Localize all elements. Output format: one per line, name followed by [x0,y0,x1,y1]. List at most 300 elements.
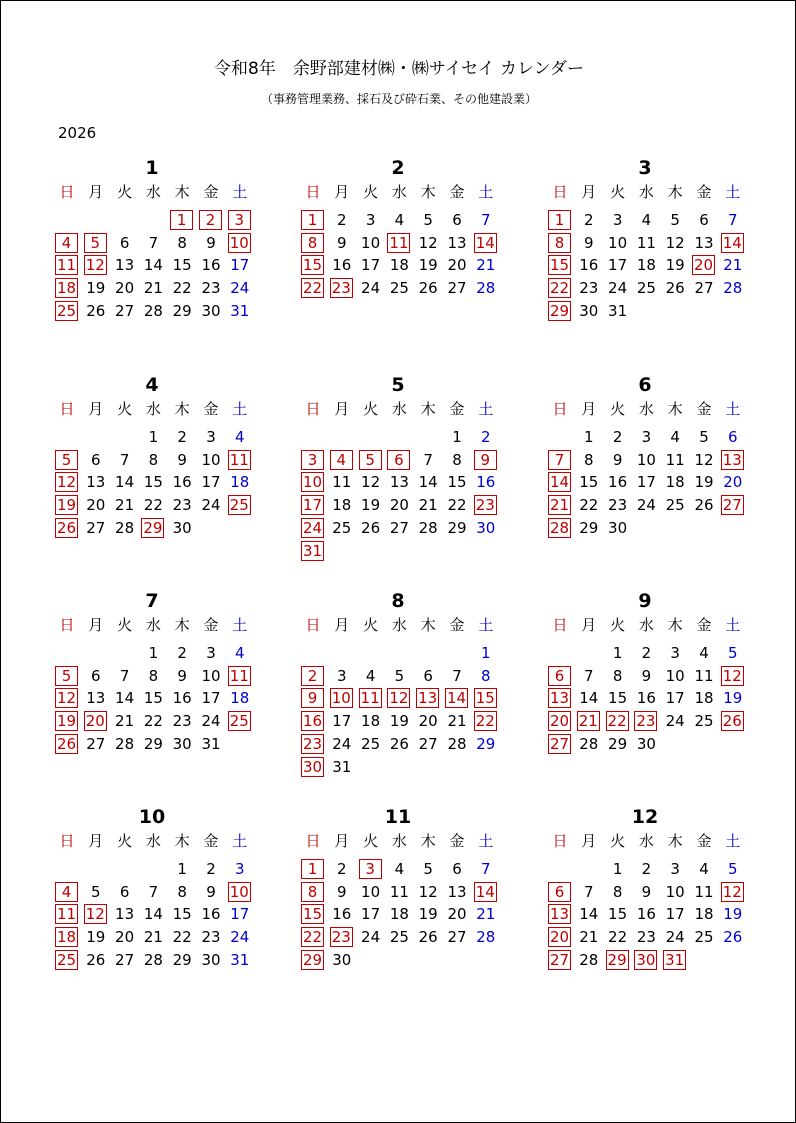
calendar-day: 24 [361,928,381,947]
calendar-day: 30 [201,950,221,969]
calendar-day: 18 [361,712,381,731]
holiday-day: 31 [302,541,323,560]
weekday-header: 日 [552,183,568,201]
calendar-day: 24 [201,496,221,515]
holiday-day: 16 [302,712,323,731]
holiday-day: 3 [228,210,251,230]
calendar-day: 7 [584,882,594,901]
calendar-day: 17 [201,473,221,492]
holiday-day: 9 [474,450,497,470]
calendar-day: 11 [694,666,714,685]
calendar-day: 8 [177,882,187,901]
holiday-day: 26 [722,712,742,731]
calendar-day: 24 [665,928,685,947]
holiday-day: 14 [549,473,570,492]
calendar-day: 5 [91,882,101,901]
holiday-day: 21 [549,496,570,515]
weekday-header: 土 [478,183,494,201]
calendar-day: 26 [418,928,438,947]
calendar-day: 2 [584,211,594,229]
weekday-header: 木 [667,832,683,850]
calendar-day: 4 [235,644,245,662]
calendar-day: 13 [694,233,714,252]
calendar-day: 3 [206,644,216,662]
calendar-day: 17 [665,905,685,924]
weekday-header: 火 [610,400,626,418]
calendar-day: 5 [423,211,433,229]
calendar-day: 8 [612,882,623,901]
holiday-day: 23 [475,496,495,515]
weekday-header: 火 [610,832,626,850]
calendar-day: 25 [361,734,381,753]
holiday-day: 22 [302,928,323,947]
calendar-day: 23 [172,712,192,731]
holiday-day: 4 [330,450,353,470]
calendar-day: 22 [143,496,163,515]
holiday-day: 29 [549,301,570,320]
calendar-day: 10 [665,882,685,901]
calendar-day: 18 [230,473,250,492]
calendar-day: 29 [579,518,599,537]
weekday-header: 月 [334,832,350,850]
weekday-header: 木 [667,616,683,634]
weekday-header: 月 [88,832,104,850]
calendar-day: 7 [728,211,738,229]
calendar-day: 9 [206,233,216,252]
calendar-day: 17 [230,905,250,924]
weekday-header: 金 [203,616,219,634]
calendar-day: 30 [608,518,628,537]
calendar-day: 7 [481,211,491,229]
weekday-header: 土 [478,616,494,634]
calendar-title: 令和8年 余野部建材㈱・㈱サイセイ カレンダー [214,59,584,79]
calendar-day: 3 [641,428,652,446]
calendar-day: 13 [447,882,467,901]
holiday-day: 14 [722,233,742,252]
calendar-day: 25 [389,279,409,298]
weekday-header: 月 [88,400,104,418]
calendar-day: 4 [641,211,652,229]
calendar-day: 6 [423,666,433,685]
weekday-header: 土 [725,400,741,418]
calendar-day: 16 [332,256,352,275]
calendar-day: 16 [172,689,192,708]
calendar-day: 8 [148,666,159,685]
weekday-header: 金 [449,400,465,418]
calendar-day: 21 [476,256,496,275]
calendar-day: 28 [418,518,438,537]
calendar-day: 9 [641,882,652,901]
calendar-day: 19 [723,905,743,924]
calendar-day: 9 [612,450,623,469]
calendar-day: 9 [584,233,594,252]
calendar-day: 6 [91,666,101,685]
weekday-header: 金 [449,616,465,634]
calendar-day: 8 [612,666,623,685]
calendar-day: 11 [389,882,409,901]
calendar-day: 22 [172,928,192,947]
calendar-day: 12 [418,233,438,252]
calendar-day: 1 [148,428,159,446]
holiday-day: 18 [56,928,77,947]
calendar-day: 27 [694,279,714,298]
calendar-day: 26 [723,928,743,947]
holiday-day: 6 [387,450,410,470]
calendar-day: 21 [115,712,135,731]
calendar-day: 24 [361,279,381,298]
weekday-header: 水 [638,616,654,634]
weekday-header: 水 [391,183,407,201]
holiday-day: 8 [301,233,324,253]
calendar-year: 2026 [58,124,97,142]
weekday-header: 水 [391,832,407,850]
month-9 [546,590,744,810]
month-10 [53,806,251,1026]
calendar-day: 14 [115,689,135,708]
weekday-header: 日 [59,616,75,634]
holiday-day: 1 [301,859,324,879]
holiday-day: 5 [84,233,107,253]
holiday-day: 27 [549,734,570,753]
calendar-day: 20 [447,256,467,275]
calendar-day: 14 [579,689,599,708]
calendar-day: 6 [119,233,130,252]
weekday-header: 木 [420,832,436,850]
month-title: 9 [638,590,652,612]
calendar-day: 18 [694,905,714,924]
holiday-day: 22 [607,712,627,731]
calendar-day: 18 [230,689,250,708]
calendar-day: 25 [636,279,656,298]
weekday-header: 水 [638,832,654,850]
calendar-day: 19 [86,928,106,947]
weekday-header: 日 [552,616,568,634]
holiday-day: 26 [56,518,77,537]
holiday-day: 18 [56,279,77,298]
month-3 [546,157,744,377]
calendar-day: 4 [394,860,405,878]
holiday-day: 11 [56,256,77,275]
calendar-day: 10 [665,666,685,685]
calendar-day: 11 [636,233,656,252]
calendar-day: 6 [699,211,709,229]
holiday-day: 1 [301,210,324,230]
calendar-day: 5 [423,860,433,878]
holiday-day: 10 [331,689,351,708]
calendar-day: 9 [641,666,652,685]
holiday-day: 19 [56,712,77,731]
calendar-day: 23 [636,928,656,947]
calendar-day: 17 [332,712,352,731]
calendar-day: 19 [389,712,409,731]
weekday-header: 火 [610,616,626,634]
weekday-header: 金 [449,183,465,201]
holiday-day: 12 [389,689,409,708]
month-2 [299,157,497,377]
calendar-day: 6 [119,882,130,901]
month-title: 10 [138,806,166,828]
calendar-day: 21 [115,496,135,515]
calendar-day: 19 [418,905,438,924]
calendar-day: 22 [579,496,599,515]
calendar-day: 18 [389,905,409,924]
weekday-header: 日 [552,832,568,850]
calendar-day: 18 [665,473,685,492]
calendar-day: 1 [177,860,187,878]
calendar-day: 17 [361,256,381,275]
weekday-header: 日 [59,400,75,418]
calendar-day: 10 [636,450,656,469]
holiday-day: 15 [302,256,323,275]
calendar-day: 14 [143,256,163,275]
calendar-day: 11 [332,473,352,492]
calendar-day: 25 [694,928,714,947]
weekday-header: 水 [145,400,161,418]
holiday-day: 15 [302,905,323,924]
calendar-day: 3 [670,644,680,662]
holiday-day: 5 [55,666,78,686]
calendar-day: 22 [608,928,628,947]
holiday-day: 12 [85,256,105,275]
month-title: 1 [145,157,159,179]
calendar-day: 24 [230,928,250,947]
calendar-day: 14 [579,905,599,924]
calendar-day: 31 [230,950,250,969]
calendar-day: 27 [418,734,438,753]
holiday-day: 3 [301,450,324,470]
weekday-header: 火 [363,832,379,850]
calendar-day: 5 [670,211,680,229]
weekday-header: 土 [725,616,741,634]
calendar-day: 18 [332,496,352,515]
calendar-day: 7 [481,860,491,878]
holiday-day: 20 [693,256,714,275]
calendar-day: 28 [579,950,599,969]
calendar-day: 15 [447,473,467,492]
weekday-header: 金 [696,400,712,418]
holiday-day: 25 [229,712,249,731]
weekday-header: 金 [696,832,712,850]
weekday-header: 木 [174,616,190,634]
calendar-day: 31 [608,301,628,320]
weekday-header: 月 [581,616,597,634]
calendar-day: 8 [452,450,462,469]
calendar-day: 15 [608,905,628,924]
calendar-day: 6 [452,211,462,229]
calendar-day: 7 [423,450,433,469]
calendar-day: 16 [172,473,192,492]
holiday-day: 30 [636,950,656,969]
calendar-day: 23 [172,496,192,515]
holiday-day: 1 [170,210,193,230]
calendar-day: 12 [665,233,685,252]
month-7 [53,590,251,810]
holiday-day: 4 [55,882,78,902]
calendar-day: 9 [206,882,216,901]
holiday-day: 4 [55,233,78,253]
month-title: 7 [145,590,159,612]
calendar-day: 13 [86,473,106,492]
weekday-header: 木 [420,616,436,634]
calendar-day: 6 [452,860,462,878]
weekday-header: 水 [638,183,654,201]
weekday-header: 土 [478,832,494,850]
weekday-header: 火 [117,832,133,850]
calendar-day: 2 [206,860,216,878]
weekday-header: 月 [334,616,350,634]
weekday-header: 土 [725,832,741,850]
calendar-day: 27 [447,279,467,298]
calendar-day: 27 [86,518,106,537]
weekday-header: 金 [696,183,712,201]
calendar-day: 28 [476,928,496,947]
calendar-day: 23 [201,279,221,298]
holiday-day: 8 [548,233,571,253]
calendar-day: 28 [143,950,163,969]
weekday-header: 火 [117,616,133,634]
calendar-day: 2 [641,860,652,878]
weekday-header: 水 [391,400,407,418]
holiday-day: 11 [360,689,380,708]
weekday-header: 火 [363,400,379,418]
weekday-header: 火 [117,183,133,201]
calendar-day: 31 [230,301,250,320]
calendar-day: 15 [608,689,628,708]
calendar-day: 1 [481,644,491,662]
calendar-day: 20 [389,496,409,515]
calendar-day: 24 [608,279,628,298]
holiday-day: 29 [302,950,323,969]
calendar-day: 17 [201,689,221,708]
calendar-day: 3 [206,428,216,446]
calendar-day: 28 [579,734,599,753]
calendar-day: 4 [699,644,709,662]
holiday-day: 22 [549,279,570,298]
holiday-day: 12 [722,666,742,685]
month-title: 8 [391,590,405,612]
weekday-header: 水 [391,616,407,634]
calendar-day: 13 [86,689,106,708]
calendar-day: 3 [337,666,347,685]
month-12 [546,806,744,1026]
calendar-day: 15 [172,256,192,275]
calendar-day: 3 [612,211,623,229]
calendar-day: 15 [143,473,163,492]
calendar-day: 27 [115,301,135,320]
calendar-day: 16 [608,473,628,492]
weekday-header: 月 [88,616,104,634]
calendar-day: 2 [337,211,347,229]
month-5 [299,374,497,594]
calendar-day: 18 [636,256,656,275]
holiday-day: 17 [302,496,323,515]
calendar-day: 18 [694,689,714,708]
weekday-header: 日 [305,183,321,201]
calendar-day: 29 [447,518,467,537]
holiday-day: 20 [549,928,570,947]
calendar-day: 8 [148,450,159,469]
holiday-day: 22 [475,712,495,731]
calendar-day: 29 [143,734,163,753]
calendar-day: 21 [143,928,163,947]
calendar-day: 2 [481,428,491,446]
holiday-day: 20 [85,712,105,731]
calendar-day: 28 [143,301,163,320]
weekday-header: 土 [232,400,248,418]
calendar-day: 24 [636,496,656,515]
weekday-header: 金 [203,183,219,201]
calendar-day: 27 [389,518,409,537]
holiday-day: 29 [607,950,627,969]
calendar-day: 9 [177,450,187,469]
calendar-day: 28 [476,279,496,298]
calendar-day: 23 [579,279,599,298]
holiday-day: 24 [302,518,323,537]
calendar-day: 8 [584,450,594,469]
calendar-day: 30 [476,518,496,537]
holiday-day: 12 [85,905,105,924]
holiday-day: 9 [301,688,324,708]
holiday-day: 14 [475,882,495,901]
calendar-day: 1 [452,428,462,446]
calendar-day: 27 [86,734,106,753]
calendar-day: 29 [476,734,496,753]
calendar-day: 4 [394,211,405,229]
holiday-day: 11 [229,666,249,685]
weekday-header: 土 [725,183,741,201]
calendar-day: 25 [665,496,685,515]
holiday-day: 13 [549,905,570,924]
calendar-day: 6 [728,428,738,446]
calendar-day: 13 [389,473,409,492]
calendar-day: 20 [723,473,743,492]
calendar-day: 13 [447,233,467,252]
calendar-day: 1 [612,644,623,662]
calendar-day: 12 [418,882,438,901]
weekday-header: 月 [581,832,597,850]
month-11 [299,806,497,1026]
holiday-day: 26 [56,734,77,753]
holiday-day: 22 [302,279,323,298]
calendar-day: 15 [143,689,163,708]
holiday-day: 14 [475,233,495,252]
weekday-header: 木 [667,400,683,418]
calendar-day: 23 [201,928,221,947]
weekday-header: 土 [232,832,248,850]
weekday-header: 土 [232,616,248,634]
calendar-subtitle: （事務管理業務、採石及び砕石業、その他建設業） [260,92,537,106]
holiday-day: 21 [578,712,598,731]
weekday-header: 日 [305,832,321,850]
month-8 [299,590,497,810]
holiday-day: 20 [549,712,570,731]
calendar-day: 28 [115,518,135,537]
holiday-day: 14 [446,689,467,708]
weekday-header: 水 [638,400,654,418]
weekday-header: 日 [59,183,75,201]
holiday-day: 19 [56,496,77,515]
calendar-day: 1 [148,644,159,662]
calendar-day: 19 [723,689,743,708]
month-4 [53,374,251,594]
weekday-header: 日 [59,832,75,850]
calendar-day: 19 [361,496,381,515]
calendar-day: 3 [670,860,680,878]
calendar-day: 2 [337,860,347,878]
holiday-day: 13 [418,689,438,708]
calendar-day: 3 [235,860,245,878]
holiday-day: 15 [475,689,495,708]
